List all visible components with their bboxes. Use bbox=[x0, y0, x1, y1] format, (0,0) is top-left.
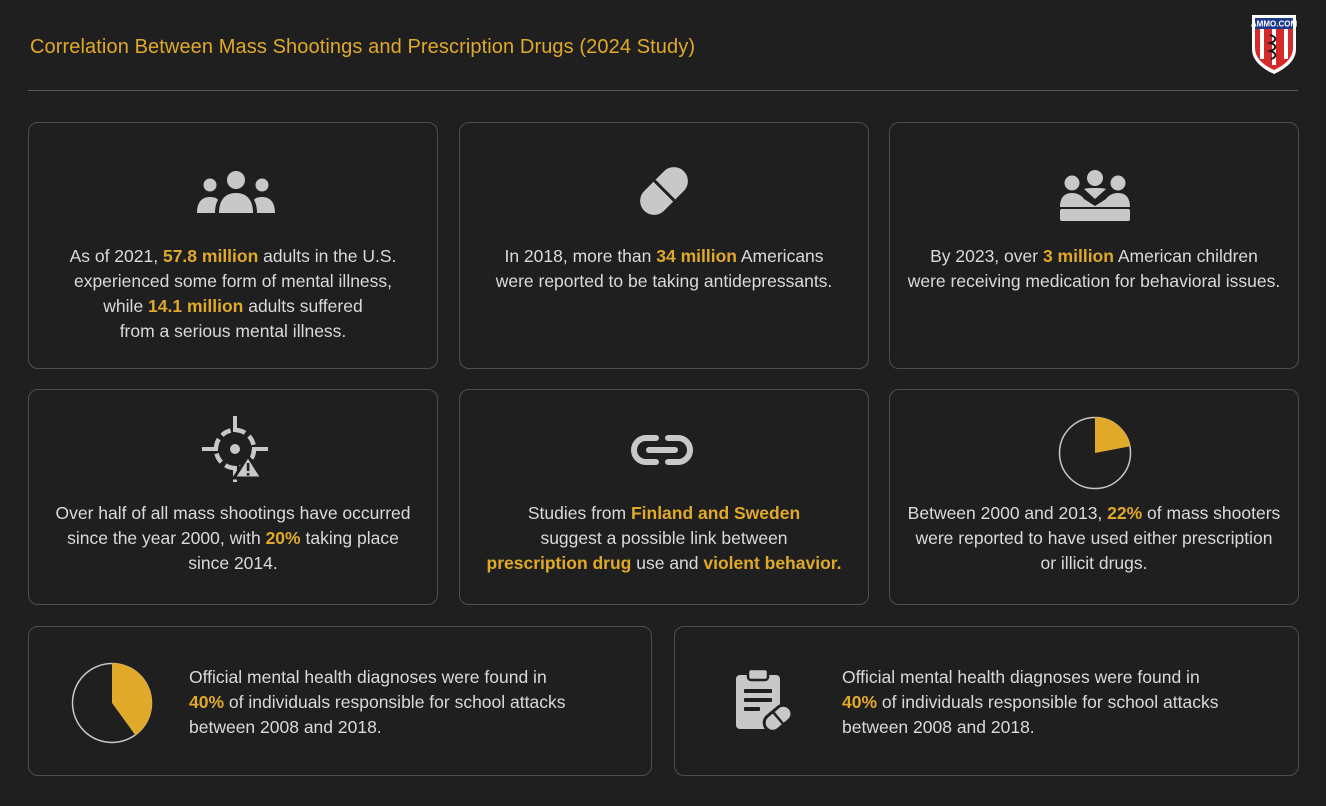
stat-card-studies bbox=[459, 389, 869, 605]
text-segment: adults in the U.S. bbox=[258, 246, 397, 266]
stat-text bbox=[890, 501, 1298, 576]
highlight-value: 22% bbox=[1107, 503, 1143, 523]
header-divider bbox=[28, 90, 1298, 91]
highlight-value: 20% bbox=[265, 528, 301, 548]
stat-text bbox=[29, 244, 437, 344]
text-segment: between 2008 and 2018. bbox=[189, 717, 382, 737]
text-line bbox=[189, 665, 651, 690]
text-line bbox=[29, 244, 437, 269]
text-line bbox=[890, 526, 1298, 551]
text-line bbox=[29, 319, 437, 344]
highlight-value: 14.1 million bbox=[148, 296, 244, 316]
text-segment: were reported to be taking antidepressants. bbox=[495, 271, 833, 291]
highlight-value: violent behavior. bbox=[703, 553, 842, 573]
pie-slice bbox=[1095, 417, 1130, 453]
stat-card-school-attacks-pie bbox=[28, 626, 652, 776]
text-segment: between 2008 and 2018. bbox=[842, 717, 1035, 737]
text-segment: since 2014. bbox=[188, 553, 278, 573]
stat-text bbox=[842, 665, 1298, 740]
text-line bbox=[460, 551, 868, 576]
text-line bbox=[29, 551, 437, 576]
stat-text bbox=[460, 501, 868, 576]
text-line bbox=[890, 501, 1298, 526]
stat-card-mass-shootings bbox=[28, 389, 438, 605]
text-segment: while bbox=[103, 296, 149, 316]
text-line bbox=[29, 526, 437, 551]
text-line bbox=[189, 715, 651, 740]
text-segment: were reported to have used either prescription bbox=[915, 528, 1273, 548]
text-segment: experienced some form of mental illness, bbox=[73, 271, 393, 291]
text-segment: Studies from bbox=[527, 503, 631, 523]
stat-text bbox=[189, 665, 651, 740]
stat-card-shooters-drugs bbox=[889, 389, 1299, 605]
pie-40-percent-icon bbox=[70, 661, 154, 745]
stat-text bbox=[29, 501, 437, 576]
ammo-logo-icon bbox=[1249, 13, 1299, 75]
stat-card-children-medication bbox=[889, 122, 1299, 369]
logo-text: AMMO.COM bbox=[1250, 19, 1298, 29]
text-line bbox=[460, 269, 868, 294]
people-group-icon bbox=[197, 171, 275, 213]
text-segment: Between 2000 and 2013, bbox=[907, 503, 1108, 523]
text-line bbox=[890, 269, 1298, 294]
highlight-value: 3 million bbox=[1042, 246, 1114, 266]
text-line bbox=[460, 501, 868, 526]
stat-card-mental-illness bbox=[28, 122, 438, 369]
text-segment: of individuals responsible for school attacks bbox=[224, 692, 566, 712]
text-line bbox=[890, 551, 1298, 576]
text-line bbox=[842, 690, 1298, 715]
highlight-value: 57.8 million bbox=[162, 246, 259, 266]
stat-card-antidepressants bbox=[459, 122, 869, 369]
highlight-value: 34 million bbox=[656, 246, 737, 266]
text-segment: of mass shooters bbox=[1142, 503, 1281, 523]
text-segment: In 2018, more than bbox=[504, 246, 657, 266]
page-title: Correlation Between Mass Shootings and Prescription Drugs (2024 Study) bbox=[30, 36, 696, 58]
text-segment: of individuals responsible for school attacks bbox=[877, 692, 1219, 712]
pie-22-percent-icon bbox=[1057, 415, 1133, 491]
text-line bbox=[842, 665, 1298, 690]
pill-icon bbox=[634, 161, 694, 221]
text-line bbox=[29, 294, 437, 319]
text-segment: from a serious mental illness. bbox=[119, 321, 347, 341]
family-children-icon bbox=[1060, 169, 1130, 221]
text-segment: use and bbox=[631, 553, 704, 573]
text-segment: By 2023, over bbox=[930, 246, 1043, 266]
text-segment: taking place bbox=[300, 528, 399, 548]
text-segment: since the year 2000, with bbox=[67, 528, 266, 548]
text-line bbox=[29, 501, 437, 526]
highlight-value: Finland and Sweden bbox=[630, 503, 801, 523]
highlight-value: 40% bbox=[842, 692, 878, 712]
text-line bbox=[460, 526, 868, 551]
text-segment: As of 2021, bbox=[69, 246, 163, 266]
text-segment: Official mental health diagnoses were found in bbox=[842, 667, 1200, 687]
crosshair-warning-icon bbox=[202, 416, 268, 482]
stat-text bbox=[460, 244, 868, 294]
text-segment: Over half of all mass shootings have occurred bbox=[55, 503, 411, 523]
text-line bbox=[842, 715, 1298, 740]
text-segment: were receiving medication for behavioral issues. bbox=[907, 271, 1281, 291]
text-segment: Americans bbox=[736, 246, 824, 266]
text-line bbox=[460, 244, 868, 269]
text-line bbox=[29, 269, 437, 294]
text-segment: American children bbox=[1113, 246, 1258, 266]
highlight-value: prescription drug bbox=[486, 553, 632, 573]
stat-card-school-attacks-clipboard bbox=[674, 626, 1299, 776]
highlight-value: 40% bbox=[189, 692, 225, 712]
clipboard-pill-icon bbox=[733, 669, 795, 733]
text-segment: Official mental health diagnoses were found in bbox=[189, 667, 547, 687]
text-segment: or illicit drugs. bbox=[1040, 553, 1148, 573]
stat-text bbox=[890, 244, 1298, 294]
text-line bbox=[189, 690, 651, 715]
text-segment: suggest a possible link between bbox=[540, 528, 788, 548]
link-icon bbox=[629, 433, 695, 467]
text-line bbox=[890, 244, 1298, 269]
text-segment: adults suffered bbox=[243, 296, 363, 316]
